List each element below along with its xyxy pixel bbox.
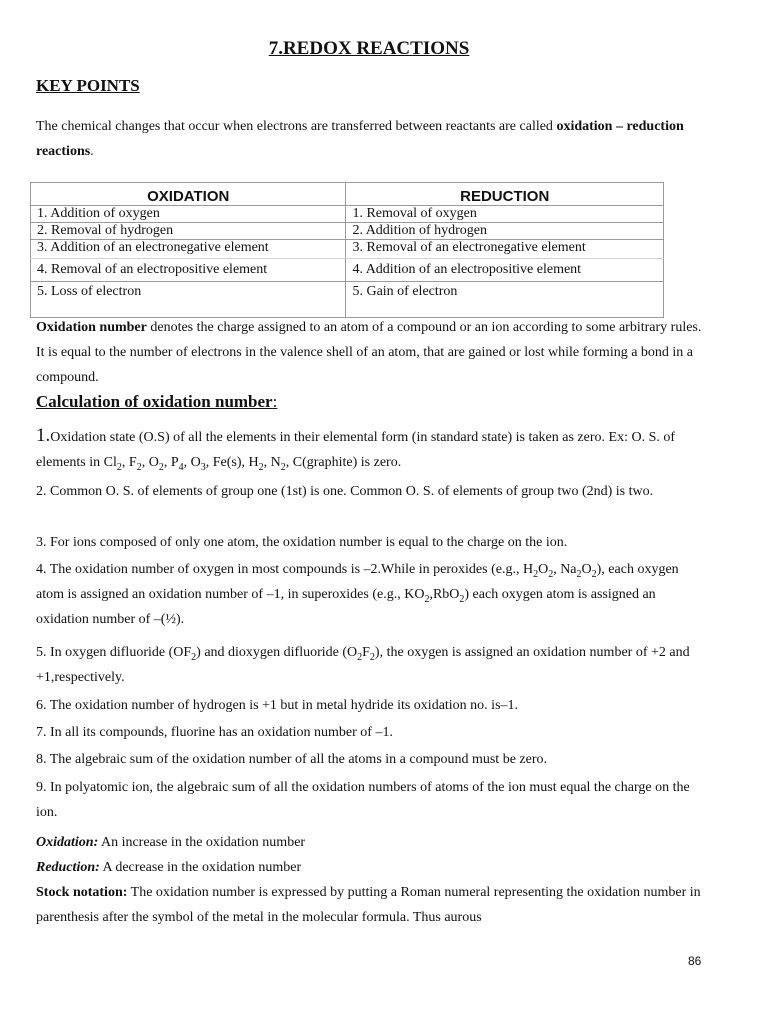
table-row xyxy=(31,259,664,282)
table-cell: 5. Gain of electron xyxy=(346,282,664,318)
stock-notation-definition xyxy=(36,880,702,930)
table-cell: 1. Addition of oxygen xyxy=(31,206,346,223)
table-cell: 4. Removal of an electropositive element xyxy=(31,259,346,282)
rule-5-text: 5. In oxygen difluoride (OF xyxy=(36,645,192,660)
chapter-title: 7.REDOX REACTIONS xyxy=(268,38,470,59)
subscript: 2 xyxy=(116,461,122,473)
table-cell: 3. Addition of an electronegative element xyxy=(31,240,346,259)
stock-notation-label: Stock notation: xyxy=(36,885,128,900)
calculation-heading-colon: : xyxy=(272,392,278,411)
subscript: 2 xyxy=(369,651,375,663)
reduction-definition xyxy=(36,855,702,880)
subscript: 2 xyxy=(191,651,197,663)
intro-end: . xyxy=(90,144,94,159)
reduction-definition-text: A decrease in the oxidation number xyxy=(99,860,302,875)
rule-1-text: , N xyxy=(263,455,281,470)
table-cell: 3. Removal of an electronegative element xyxy=(346,240,664,259)
rule-6: 6. The oxidation number of hydrogen is +1 but in metal hydride its oxidation no. is–1. xyxy=(36,698,519,713)
rule-1-text: , P xyxy=(163,455,179,470)
rule-1-text: , O xyxy=(141,455,159,470)
rule-8: 8. The algebraic sum of the oxidation number of all the atoms in a compound must be zero. xyxy=(36,752,547,767)
subscript: 3 xyxy=(200,461,206,473)
table-cell: 5. Loss of electron xyxy=(31,282,346,318)
subscript: 2 xyxy=(576,568,582,580)
subscript: 2 xyxy=(533,568,539,580)
subscript: 2 xyxy=(280,461,286,473)
subscript: 2 xyxy=(548,568,554,580)
rule-1-text: Oxidation state (O.S) of all the elements in their elemental form (in standard state) is taken as zero. Ex: O. S. of elements in Cl xyxy=(36,430,676,470)
intro-bold-term: oxidation – reduction reactions xyxy=(36,119,684,159)
rule-4 xyxy=(36,557,702,632)
subscript: 2 xyxy=(357,651,363,663)
rule-5 xyxy=(36,640,702,690)
rule-1-text: , C(graphite) is zero. xyxy=(285,455,402,470)
rule-5-text: ), the oxygen is assigned an oxidation number of +2 and +1,respectively. xyxy=(36,645,690,685)
oxidation-number-text: denotes the charge assigned to an atom of a compound or an ion according to some arbitrary rules. It is equal to the number of electrons in the valence shell of an atom, that are gained or lost while forming a bond in a compound. xyxy=(36,320,702,385)
rule-7: 7. In all its compounds, fluorine has an oxidation number of –1. xyxy=(36,725,393,740)
rule-4-text: 4. The oxidation number of oxygen in most compounds is –2.While in peroxides (e.g., H xyxy=(36,562,534,577)
table-cell: 1. Removal of oxygen xyxy=(346,206,664,223)
page-number: 86 xyxy=(688,954,702,968)
table-cell: 2. Addition of hydrogen xyxy=(346,223,664,240)
rule-4-text: , Na xyxy=(553,562,577,577)
stock-notation-text: The oxidation number is expressed by putting a Roman numeral representing the oxidation number in parenthesis after the symbol of the metal in the molecular formula. Thus aurous xyxy=(36,885,701,925)
subscript: 2 xyxy=(424,593,430,605)
subscript: 2 xyxy=(591,568,597,580)
rule-1-text: , O xyxy=(183,455,201,470)
table-header-row xyxy=(31,183,664,206)
rule-3: 3. For ions composed of only one atom, the oxidation number is equal to the charge on the ion. xyxy=(36,535,568,550)
table-row xyxy=(31,223,664,240)
table-row xyxy=(31,240,664,259)
calculation-heading xyxy=(36,392,277,412)
rule-4-text: ) each oxygen atom is assigned an oxidation number of –(½). xyxy=(36,587,656,627)
oxidation-number-definition xyxy=(36,315,702,390)
intro-text: The chemical changes that occur when electrons are transferred between reactants are called xyxy=(36,119,557,134)
rule-2: 2. Common O. S. of elements of group one (1st) is one. Common O. S. of elements of group two (2nd) is two. xyxy=(36,484,654,499)
oxidation-number-term: Oxidation number xyxy=(36,320,147,335)
oxidation-reduction-table xyxy=(30,182,664,318)
rule-4-text: ), each oxygen atom is assigned an oxidation number of –1, in superoxides (e.g., KO xyxy=(36,562,679,602)
rule-4-text: O xyxy=(581,562,592,577)
oxidation-label: Oxidation: xyxy=(36,835,99,850)
rule-5-text: F xyxy=(362,645,370,660)
rule-1 xyxy=(36,423,702,475)
rule-4-text: O xyxy=(538,562,549,577)
subscript: 2 xyxy=(158,461,164,473)
header-oxidation: OXIDATION xyxy=(31,183,346,206)
rule-1-text: , Fe(s), H xyxy=(205,455,259,470)
table-cell: 2. Removal of hydrogen xyxy=(31,223,346,240)
rule-4-text: ,RbO xyxy=(429,587,460,602)
reduction-label: Reduction: xyxy=(36,860,100,875)
rule-1-number: 1. xyxy=(36,425,51,446)
subscript: 4 xyxy=(178,461,184,473)
table-row xyxy=(31,206,664,223)
calculation-heading-text: Calculation of oxidation number xyxy=(36,392,273,411)
table-cell: 4. Addition of an electropositive element xyxy=(346,259,664,282)
rule-5-text: ) and dioxygen difluoride (O xyxy=(196,645,358,660)
key-points-heading: KEY POINTS xyxy=(36,76,140,95)
header-reduction: REDUCTION xyxy=(346,183,664,206)
oxidation-definition-text: An increase in the oxidation number xyxy=(98,835,306,850)
intro-paragraph xyxy=(36,114,702,164)
rule-1-text: , F xyxy=(121,455,137,470)
subscript: 2 xyxy=(459,593,465,605)
oxidation-definition xyxy=(36,830,702,855)
table-row xyxy=(31,282,664,318)
subscript: 2 xyxy=(258,461,264,473)
rule-9: 9. In polyatomic ion, the algebraic sum of all the oxidation numbers of atoms of the ion must equal the charge on the ion. xyxy=(36,780,690,820)
subscript: 2 xyxy=(136,461,142,473)
